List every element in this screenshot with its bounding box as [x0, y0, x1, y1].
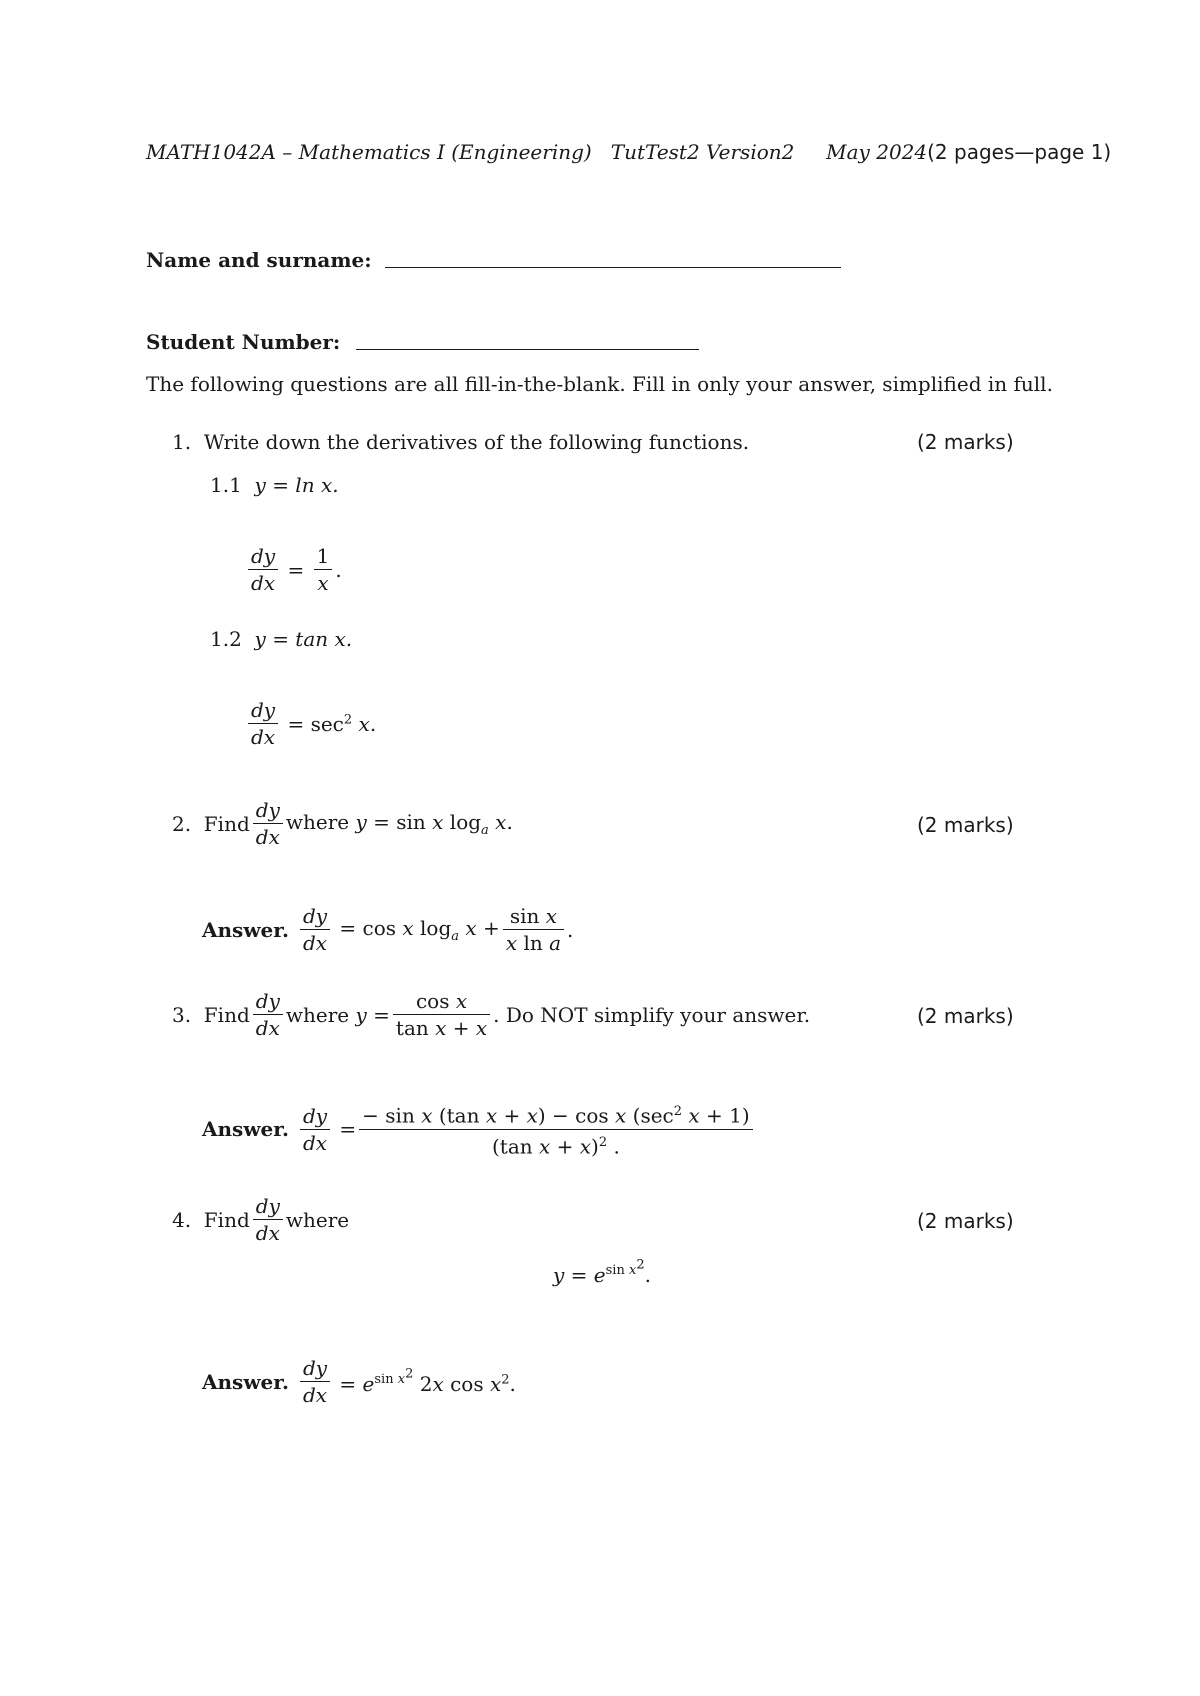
- q1-part-1-answer: $\frac{dy}{dx}$ = $\frac{1}{x}$ .: [245, 543, 342, 596]
- name-blank[interactable]: [385, 267, 841, 268]
- student-number-label: Student Number:: [146, 330, 341, 354]
- q3-answer: Answer. $\frac{dy}{dx}$ = $\frac{- \sin x (\tan x + x) - \cos x (\sec^2 x + 1)}{(\tan x + x)^2 .}$: [202, 1099, 756, 1159]
- question-text: Write down the derivatives of the following functions.: [203, 430, 750, 454]
- part-function: y = tan x.: [254, 627, 353, 651]
- question-4: 4. Find $\frac{dy}{dx}$ where: [172, 1194, 350, 1245]
- question-number: 1.: [172, 430, 192, 454]
- answer-label: Answer.: [202, 917, 289, 942]
- q4-function: $y = e^{sin x^2}$.: [553, 1258, 651, 1287]
- course-title: MATH1042A – Mathematics I (Engineering): [146, 140, 592, 164]
- q1-marks: (2 marks): [917, 430, 1014, 454]
- q1-part-2-answer: $\frac{dy}{dx}$ = $\sec^2 x$.: [245, 697, 376, 750]
- question-3: 3. Find $\frac{dy}{dx}$ where y = $\frac{\text{cos x}}{\text{tan x + x}}$ . Do NOT simplify your answer.: [172, 989, 811, 1040]
- q2-answer: Answer. $\frac{dy}{dx}$ = cos x $\log_a x$ + $\frac{\text{sin x}}{\text{x ln a}}$ .: [202, 904, 574, 955]
- part-function: y = ln x.: [254, 473, 339, 497]
- test-date: May 2024: [826, 140, 928, 164]
- instructions: The following questions are all fill-in-the-blank. Fill in only your answer, simplified in full.: [146, 372, 1053, 396]
- part-label: 1.2: [210, 627, 242, 651]
- page-header: [146, 140, 1111, 164]
- answer-label: Answer.: [202, 1117, 289, 1142]
- test-version: TutTest2 Version2: [610, 140, 795, 164]
- answer-label: Answer.: [202, 1369, 289, 1394]
- question-1: [172, 430, 749, 454]
- question-2: 2. Find $\frac{dy}{dx}$ where y = sin x $\log_a x$.: [172, 798, 513, 849]
- q1-part-2: [210, 627, 352, 651]
- q1-part-1: [210, 473, 339, 497]
- part-label: 1.1: [210, 473, 242, 497]
- q3-marks: (2 marks): [917, 1004, 1014, 1028]
- page-count: (2 pages—page 1): [927, 140, 1112, 164]
- name-label: Name and surname:: [146, 248, 372, 272]
- q4-marks: (2 marks): [917, 1209, 1014, 1233]
- q4-answer: Answer. $\frac{dy}{dx}$ = $e^{sin x^2}$ 2x $\cos x^2$.: [202, 1356, 516, 1407]
- q2-marks: (2 marks): [917, 813, 1014, 837]
- student-number-blank[interactable]: [356, 349, 699, 350]
